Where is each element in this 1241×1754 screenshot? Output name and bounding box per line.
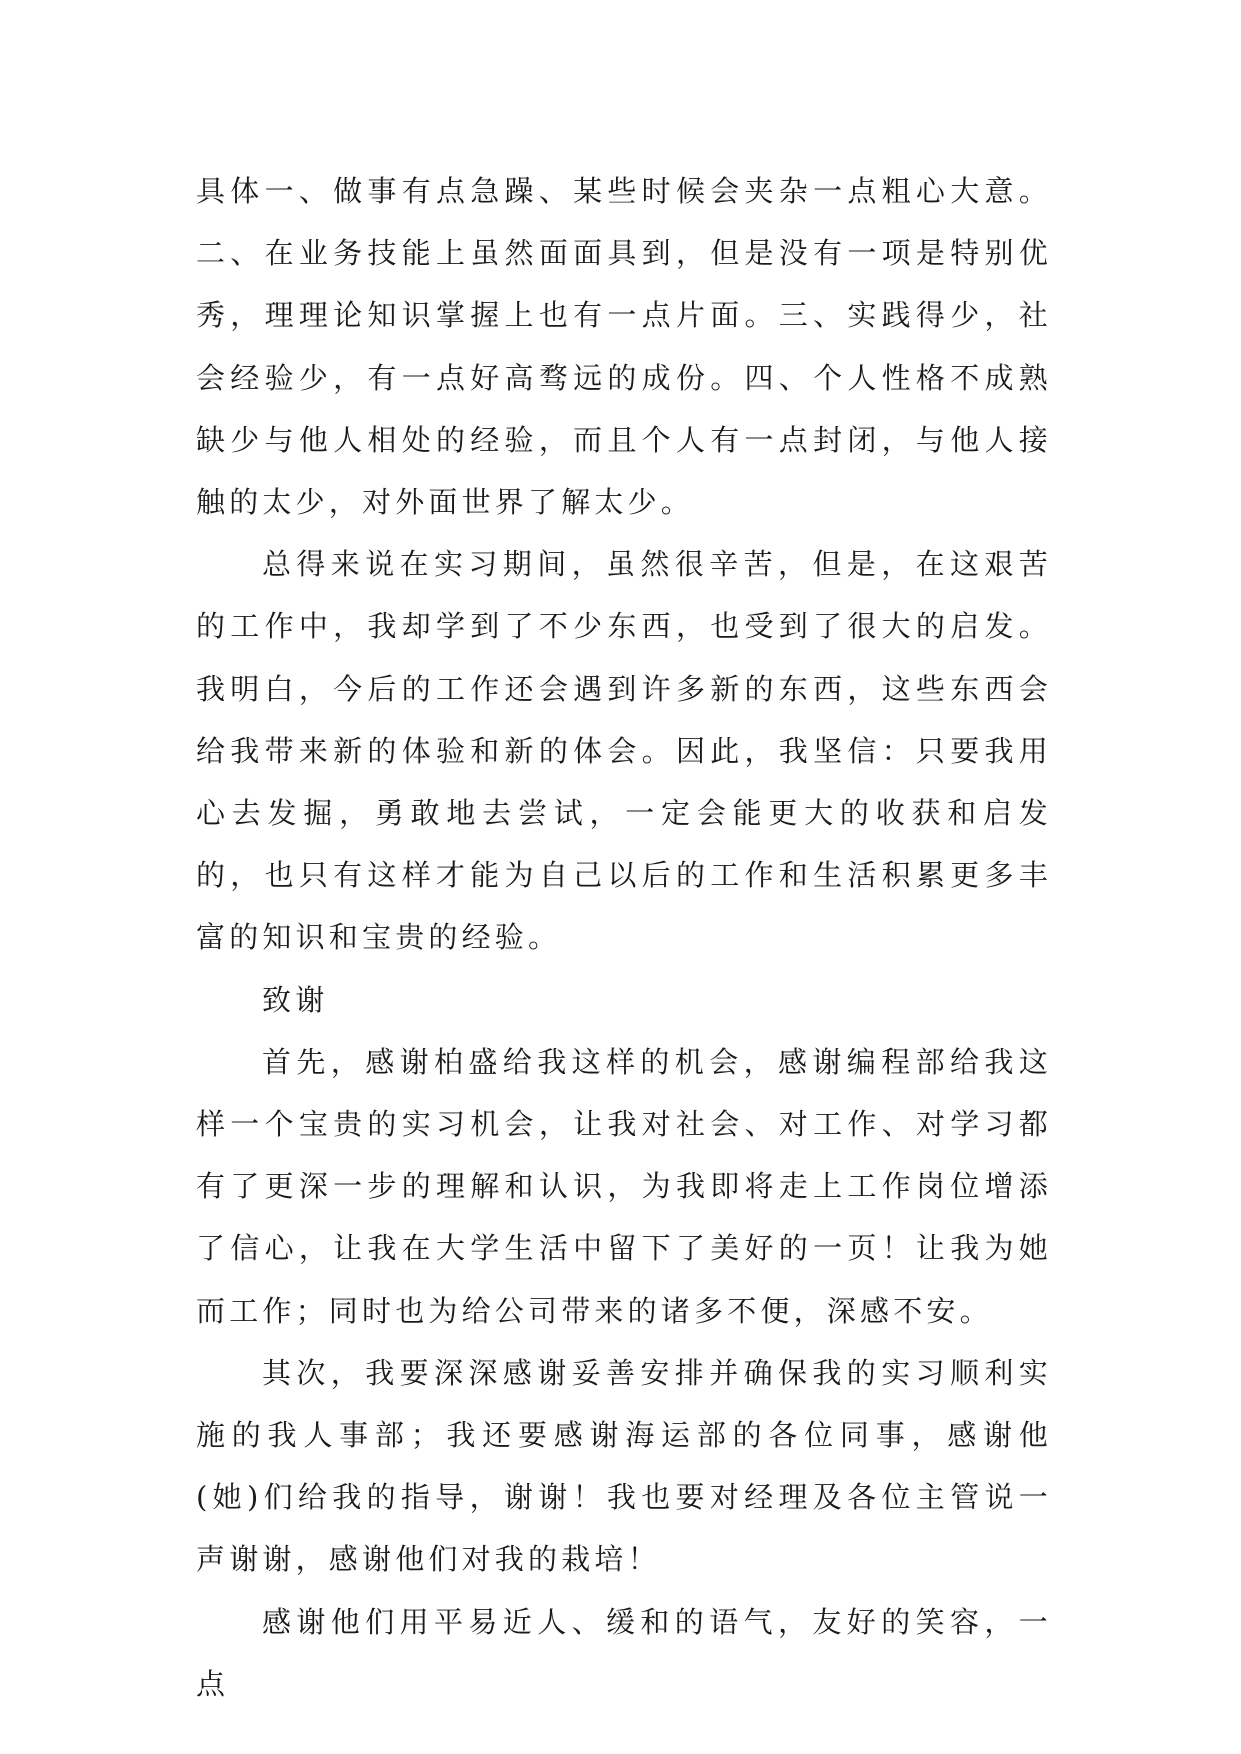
paragraph-thanks-third: 感谢他们用平易近人、缓和的语气，友好的笑容，一点 [196, 1604, 1052, 1701]
document-body [196, 160, 1052, 1715]
paragraph-thanks-first: 首先，感谢柏盛给我这样的机会，感谢编程部给我这样一个宝贵的实习机会，让我对社会、对工作、对学习都有了更深一步的理解和认识，为我即将走上工作岗位增添了信心，让我在大学生活中留下了美好的一页！让我为她而工作；同时也为给公司带来的诸多不便，深感不安。 [196, 1044, 1052, 1328]
paragraph-summary: 总得来说在实习期间，虽然很辛苦，但是，在这艰苦的工作中，我却学到了不少东西，也受到了很大的启发。我明白，今后的工作还会遇到许多新的东西，这些东西会给我带来新的体验和新的体会。因此，我坚信：只要我用心去发掘，勇敢地去尝试，一定会能更大的收获和启发的，也只有这样才能为自己以后的工作和生活积累更多丰富的知识和宝贵的经验。 [196, 547, 1052, 955]
acknowledgement-heading: 致谢 [262, 982, 329, 1017]
paragraph-weaknesses: 具体一、做事有点急躁、某些时候会夹杂一点粗心大意。二、在业务技能上虽然面面具到，但是没有一项是特别优秀，理理论知识掌握上也有一点片面。三、实践得少，社会经验少，有一点好高骛远的成份。四、个人性格不成熟缺少与他人相处的经验，而且个人有一点封闭，与他人接触的太少，对外面世界了解太少。 [196, 174, 1052, 520]
paragraph-thanks-second: 其次，我要深深感谢妥善安排并确保我的实习顺利实施的我人事部；我还要感谢海运部的各位同事，感谢他(她)们给我的指导，谢谢！我也要对经理及各位主管说一声谢谢，感谢他们对我的栽培！ [196, 1355, 1052, 1577]
